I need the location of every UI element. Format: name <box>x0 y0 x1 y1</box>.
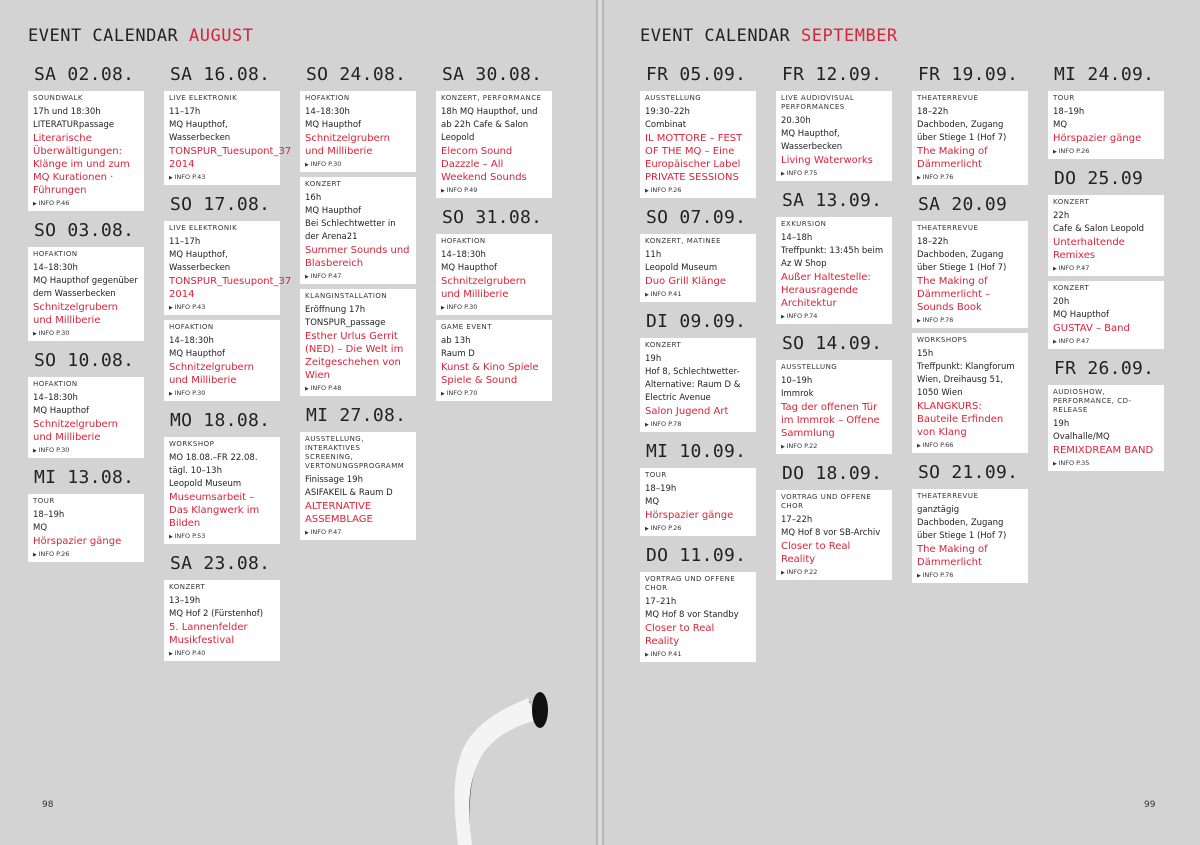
event-detail: Hof 8, Schlechtwetter-Alternative: Raum D & Electric Avenue <box>645 367 741 403</box>
event-title: REMIXDREAM BAND <box>1053 445 1154 456</box>
event-category: SOUNDWALK <box>33 94 84 102</box>
event-info-ref: ▶ INFO P.47 <box>305 528 411 536</box>
event-title: Closer to Real Reality <box>781 541 851 565</box>
calendar-column <box>28 60 144 567</box>
event-info-ref: ▶ INFO P.75 <box>781 169 887 177</box>
event-detail: 18–22h <box>917 237 949 247</box>
event-info-ref: ▶ INFO P.30 <box>33 446 139 454</box>
event-card <box>912 489 1028 583</box>
event-detail: Bei Schlechtwetter in der Arena21 <box>305 219 396 242</box>
event-detail: 22h <box>1053 211 1070 221</box>
event-detail: MQ Haupthof <box>441 263 498 273</box>
title-month: SEPTEMBER <box>801 26 898 46</box>
event-info-ref: ▶ INFO P.43 <box>169 303 275 311</box>
event-date: SA 16.08. <box>170 64 271 85</box>
event-detail: Dachboden, Zugang über Stiege 1 (Hof 7) <box>917 518 1007 541</box>
event-date: SA 20.09 <box>918 194 1008 215</box>
event-detail: 11–17h <box>169 107 201 117</box>
event-info-ref: ▶ INFO P.47 <box>1053 337 1159 345</box>
event-detail: MQ Haupthof, Wasserbecken <box>169 120 231 143</box>
event-date: SO 14.09. <box>782 333 883 354</box>
event-detail: 14–18:30h <box>441 250 486 260</box>
event-title: Schnitzelgrubern und Milliberie <box>305 133 390 157</box>
event-detail: Treffpunkt: 13:45h beim Az W Shop <box>781 246 884 269</box>
event-title: Außer Haltestelle: Herausragende Architektur <box>781 272 871 309</box>
event-title: Museumsarbeit – Das Klangwerk im Bilden <box>169 492 260 529</box>
event-detail: Ovalhalle/MQ <box>1053 432 1110 442</box>
calendar-column <box>300 60 416 545</box>
event-detail: MQ Hof 2 (Fürstenhof) <box>169 609 264 619</box>
event-detail: 19h <box>1053 419 1070 429</box>
event-info-ref: ▶ INFO P.40 <box>169 649 275 657</box>
event-date: SA 02.08. <box>34 64 135 85</box>
event-date: MI 13.08. <box>34 467 135 488</box>
event-category: VORTRAG UND OFFENE CHOR <box>645 575 736 592</box>
event-detail: Leopold Museum <box>169 479 242 489</box>
calendar-column <box>164 60 292 666</box>
event-date: DO 18.09. <box>782 463 883 484</box>
event-date: MI 24.09. <box>1054 64 1155 85</box>
event-detail: 14–18:30h <box>305 107 350 117</box>
event-category: WORKSHOP <box>169 440 215 448</box>
event-card <box>164 580 280 661</box>
event-card <box>300 289 416 396</box>
event-detail: MQ Haupthof <box>33 406 90 416</box>
event-category: HOFAKTION <box>441 237 486 245</box>
event-detail: Dachboden, Zugang über Stiege 1 (Hof 7) <box>917 120 1007 143</box>
event-date: SO 24.08. <box>306 64 407 85</box>
event-category: AUSSTELLUNG, INTERAKTIVES SCREENING, VERTONUNGSPROGRAMM <box>305 435 405 470</box>
event-title: Hörspazier gänge <box>1053 133 1142 144</box>
event-detail: 19h <box>645 354 662 364</box>
event-detail: 11–17h <box>169 237 201 247</box>
event-detail: 18–19h <box>1053 107 1085 117</box>
event-title: Literarische Überwältigungen: Klänge im und zum MQ Kurationen · Führungen <box>33 133 130 196</box>
event-title: Salon Jugend Art <box>645 406 729 417</box>
event-title: IL MOTTORE – FEST OF THE MQ – Eine Europäischer Label PRIVATE SESSIONS <box>645 133 743 183</box>
event-card <box>640 468 756 536</box>
event-info-ref: ▶ INFO P.74 <box>781 312 887 320</box>
event-detail: 18h MQ Haupthof, und ab 22h Cafe & Salon Leopold <box>441 107 538 143</box>
event-category: TOUR <box>33 497 55 505</box>
event-title: GUSTAV – Band <box>1053 323 1130 334</box>
event-card <box>300 432 416 540</box>
event-detail: MQ Hof 8 vor SB-Archiv <box>781 528 881 538</box>
event-detail: 14–18:30h <box>33 393 78 403</box>
event-date: SO 03.08. <box>34 220 135 241</box>
event-category: KONZERT <box>305 180 342 188</box>
horn-bell <box>532 692 548 728</box>
event-detail: MQ <box>1053 120 1068 130</box>
event-card <box>640 91 756 198</box>
event-info-ref: ▶ INFO P.43 <box>169 173 275 181</box>
event-date: SO 10.08. <box>34 350 135 371</box>
event-info-ref: ▶ INFO P.70 <box>441 389 547 397</box>
event-category: KONZERT, PERFORMANCE <box>441 94 542 102</box>
event-detail: Leopold Museum <box>645 263 718 273</box>
event-date: SA 30.08. <box>442 64 543 85</box>
event-card <box>776 360 892 454</box>
event-title: Summer Sounds und Blasbereich <box>305 245 410 269</box>
event-title: TONSPUR_Tuesupont_37 2014 <box>169 146 292 170</box>
event-info-ref: ▶ INFO P.26 <box>1053 147 1159 155</box>
event-title: KLANGKURS: Bauteile Erfinden von Klang <box>917 401 1004 438</box>
event-detail: Eröffnung 17h <box>305 305 366 315</box>
event-category: KONZERT <box>1053 198 1090 206</box>
event-card <box>28 494 144 562</box>
event-card <box>640 234 756 302</box>
event-detail: LITERATURpassage <box>33 120 115 130</box>
event-card <box>164 437 280 544</box>
event-detail: 18–19h <box>33 510 65 520</box>
event-card <box>912 91 1028 185</box>
event-title: Living Waterworks <box>781 155 873 166</box>
event-title: Schnitzelgrubern und Milliberie <box>169 362 254 386</box>
event-detail: MO 18.08.–FR 22.08. <box>169 453 258 463</box>
event-card <box>776 217 892 324</box>
event-category: HOFAKTION <box>305 94 350 102</box>
event-info-ref: ▶ INFO P.78 <box>645 420 751 428</box>
event-info-ref: ▶ INFO P.49 <box>441 186 547 194</box>
event-date: FR 26.09. <box>1054 358 1155 379</box>
event-detail: 17h und 18:30h <box>33 107 101 117</box>
page-right <box>604 0 1200 845</box>
event-category: AUSSTELLUNG <box>645 94 702 102</box>
event-category: THEATERREVUE <box>917 94 979 102</box>
event-info-ref: ▶ INFO P.30 <box>441 303 547 311</box>
event-detail: 16h <box>305 193 322 203</box>
event-card <box>912 221 1028 328</box>
event-date: DI 09.09. <box>646 311 747 332</box>
event-category: THEATERREVUE <box>917 224 979 232</box>
event-title: Kunst & Kino Spiele Spiele & Sound <box>441 362 539 386</box>
page-title <box>640 26 898 46</box>
event-date: SA 13.09. <box>782 190 883 211</box>
event-card <box>28 247 144 341</box>
event-detail: MQ <box>33 523 48 533</box>
event-card <box>1048 281 1164 349</box>
event-card <box>28 91 144 211</box>
event-info-ref: ▶ INFO P.26 <box>645 186 751 194</box>
event-category: EXKURSION <box>781 220 827 228</box>
event-card <box>28 377 144 458</box>
event-detail: 20h <box>1053 297 1070 307</box>
event-card <box>436 320 552 401</box>
event-detail: TONSPUR_passage <box>305 318 386 328</box>
event-detail: 10–19h <box>781 376 813 386</box>
event-info-ref: ▶ INFO P.22 <box>781 442 887 450</box>
event-card <box>640 572 756 662</box>
event-card <box>300 91 416 172</box>
event-detail: MQ Haupthof gegenüber dem Wasserbecken <box>33 276 138 299</box>
event-info-ref: ▶ INFO P.46 <box>33 199 139 207</box>
event-title: Esther Urlus Gerrit (NED) – Die Welt im Zeitgeschehen von Wien <box>305 331 404 381</box>
event-detail: Dachboden, Zugang über Stiege 1 (Hof 7) <box>917 250 1007 273</box>
event-category: THEATERREVUE <box>917 492 979 500</box>
event-title: Schnitzelgrubern und Milliberie <box>441 276 526 300</box>
event-detail: Immrok <box>781 389 814 399</box>
event-detail: MQ Hof 8 vor Standby <box>645 610 739 620</box>
event-info-ref: ▶ INFO P.22 <box>781 568 887 576</box>
event-info-ref: ▶ INFO P.53 <box>169 532 275 540</box>
event-title: Tag der offenen Tür im Immrok – Offene Sammlung <box>781 402 880 439</box>
event-category: KLANGINSTALLATION <box>305 292 388 300</box>
event-date: SO 21.09. <box>918 462 1019 483</box>
calendar-column <box>776 60 892 585</box>
event-detail: MQ Haupthof <box>1053 310 1110 320</box>
event-card <box>436 91 552 198</box>
event-category: TOUR <box>645 471 667 479</box>
event-detail: MQ Haupthof <box>305 206 362 216</box>
event-category: LIVE ELEKTRONIK <box>169 94 238 102</box>
event-date: SO 31.08. <box>442 207 543 228</box>
event-card <box>1048 385 1164 471</box>
event-info-ref: ▶ INFO P.76 <box>917 571 1023 579</box>
event-detail: 14–18:30h <box>33 263 78 273</box>
event-date: MO 18.08. <box>170 410 271 431</box>
event-detail: Cafe & Salon Leopold <box>1053 224 1145 234</box>
event-info-ref: ▶ INFO P.48 <box>305 384 411 392</box>
event-detail: Combinat <box>645 120 687 130</box>
event-detail: 20.30h <box>781 116 811 126</box>
event-detail: Treffpunkt: Klangforum Wien, Dreihausg 51, 1050 Wien <box>917 362 1015 398</box>
event-category: AUDIOSHOW, PERFORMANCE, CD-RELEASE <box>1053 388 1132 414</box>
event-title: Elecom Sound Dazzzle – All Weekend Sounds <box>441 146 527 183</box>
event-category: KONZERT <box>169 583 206 591</box>
event-detail: MQ Haupthof <box>169 349 226 359</box>
event-detail: 17–21h <box>645 597 677 607</box>
event-title: Schnitzelgrubern und Milliberie <box>33 419 118 443</box>
event-card <box>436 234 552 315</box>
event-category: TOUR <box>1053 94 1075 102</box>
event-date: DO 25.09 <box>1054 168 1144 189</box>
event-detail: ab 13h <box>441 336 471 346</box>
event-date: FR 12.09. <box>782 64 883 85</box>
event-card <box>164 320 280 401</box>
event-date: FR 19.09. <box>918 64 1019 85</box>
event-info-ref: ▶ INFO P.35 <box>1053 459 1159 467</box>
event-category: LIVE AUDIOVISUAL PERFORMANCES <box>781 94 855 111</box>
event-card <box>164 221 292 315</box>
event-info-ref: ▶ INFO P.47 <box>1053 264 1159 272</box>
page-number: 98 <box>42 800 54 810</box>
event-title: ALTERNATIVE ASSEMBLAGE <box>305 501 373 525</box>
event-info-ref: ▶ INFO P.26 <box>33 550 139 558</box>
event-detail: tägl. 10–13h <box>169 466 222 476</box>
event-title: Schnitzelgrubern und Milliberie <box>33 302 118 326</box>
event-detail: Finissage 19h <box>305 475 363 485</box>
event-card <box>1048 91 1164 159</box>
event-category: KONZERT, MATINEE <box>645 237 721 245</box>
event-title: 5. Lannenfelder Musikfestival <box>169 622 248 646</box>
event-title: Unterhaltende Remixes <box>1053 237 1125 261</box>
event-detail: MQ Haupthof <box>305 120 362 130</box>
event-card <box>912 333 1028 453</box>
event-info-ref: ▶ INFO P.26 <box>645 524 751 532</box>
event-detail: 19:30–22h <box>645 107 690 117</box>
event-info-ref: ▶ INFO P.66 <box>917 441 1023 449</box>
event-date: MI 27.08. <box>306 405 407 426</box>
page-number: 99 <box>1144 800 1156 810</box>
event-detail: 18–19h <box>645 484 677 494</box>
event-info-ref: ▶ INFO P.76 <box>917 316 1023 324</box>
event-category: HOFAKTION <box>33 250 78 258</box>
event-card <box>300 177 416 284</box>
event-category: KONZERT <box>645 341 682 349</box>
event-category: KONZERT <box>1053 284 1090 292</box>
event-detail: MQ <box>645 497 660 507</box>
event-detail: MQ Haupthof, Wasserbecken <box>169 250 231 273</box>
horn-illustration <box>420 690 560 845</box>
event-info-ref: ▶ INFO P.47 <box>305 272 411 280</box>
event-category: AUSSTELLUNG <box>781 363 838 371</box>
event-title: Duo Grill Klänge <box>645 276 727 287</box>
event-detail: 14–18h <box>781 233 813 243</box>
event-card <box>776 91 892 181</box>
event-card <box>164 91 292 185</box>
event-info-ref: ▶ INFO P.41 <box>645 650 751 658</box>
event-detail: 18–22h <box>917 107 949 117</box>
event-card <box>1048 195 1164 276</box>
event-category: LIVE ELEKTRONIK <box>169 224 238 232</box>
event-title: TONSPUR_Tuesupont_37 2014 <box>169 276 292 300</box>
event-date: SO 17.08. <box>170 194 271 215</box>
event-category: WORKSHOPS <box>917 336 968 344</box>
event-title: The Making of Dämmerlicht <box>917 146 988 170</box>
event-card <box>776 490 892 580</box>
event-date: DO 11.09. <box>646 545 747 566</box>
title-lead: EVENT CALENDAR <box>28 26 179 46</box>
event-detail: 14–18:30h <box>169 336 214 346</box>
event-detail: 11h <box>645 250 662 260</box>
event-info-ref: ▶ INFO P.76 <box>917 173 1023 181</box>
calendar-column <box>1048 60 1164 476</box>
event-category: VORTRAG UND OFFENE CHOR <box>781 493 872 510</box>
event-title: The Making of Dämmerlicht <box>917 544 988 568</box>
title-month: AUGUST <box>189 26 254 46</box>
event-title: Closer to Real Reality <box>645 623 715 647</box>
event-info-ref: ▶ INFO P.30 <box>33 329 139 337</box>
event-info-ref: ▶ INFO P.30 <box>305 160 411 168</box>
event-title: Hörspazier gänge <box>645 510 734 521</box>
event-category: HOFAKTION <box>169 323 214 331</box>
event-title: Hörspazier gänge <box>33 536 122 547</box>
event-detail: ASIFAKEIL & Raum D <box>305 488 393 498</box>
event-category: HOFAKTION <box>33 380 78 388</box>
page-left <box>0 0 596 845</box>
calendar-column <box>436 60 552 406</box>
event-title: The Making of Dämmerlicht – Sounds Book <box>917 276 991 313</box>
event-detail: ganztägig <box>917 505 960 515</box>
event-card <box>640 338 756 432</box>
event-info-ref: ▶ INFO P.41 <box>645 290 751 298</box>
calendar-column <box>640 60 756 667</box>
event-detail: MQ Haupthof, Wasserbecken <box>781 129 843 152</box>
event-category: GAME EVENT <box>441 323 493 331</box>
event-date: SA 23.08. <box>170 553 271 574</box>
title-lead: EVENT CALENDAR <box>640 26 791 46</box>
event-detail: 13–19h <box>169 596 201 606</box>
event-date: MI 10.09. <box>646 441 747 462</box>
event-date: SO 07.09. <box>646 207 747 228</box>
calendar-column <box>912 60 1028 588</box>
page-title <box>28 26 253 46</box>
event-date: FR 05.09. <box>646 64 747 85</box>
event-detail: Raum D <box>441 349 475 359</box>
event-info-ref: ▶ INFO P.30 <box>169 389 275 397</box>
event-detail: 17–22h <box>781 515 813 525</box>
spine-gutter <box>596 0 604 845</box>
event-detail: 15h <box>917 349 934 359</box>
